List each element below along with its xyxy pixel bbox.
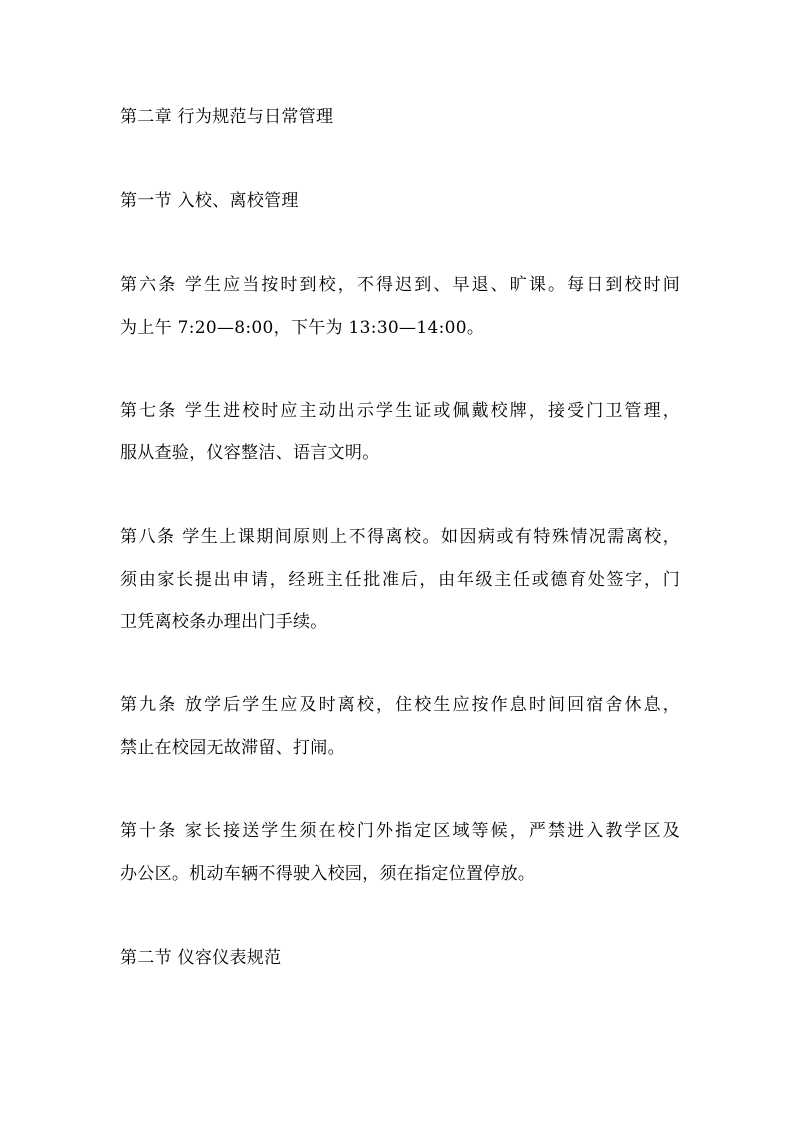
article-10-line-2: 办公区。机动车辆不得驶入校园，须在指定位置停放。	[120, 864, 536, 884]
article-8-line-3: 卫凭离校条办理出门手续。	[120, 612, 328, 632]
article-9-line-1: 第九条 放学后学生应及时离校，住校生应按作息时间回宿舍休息，	[120, 695, 680, 715]
article-6-line-2: 为上午 7:20—8:00，下午为 13:30—14:00。	[120, 318, 485, 338]
article-7-line-2: 服从查验，仪容整洁、语言文明。	[120, 443, 380, 463]
article-8-line-1: 第八条 学生上课期间原则上不得离校。如因病或有特殊情况需离校，	[120, 527, 680, 547]
article-7-line-1: 第七条 学生进校时应主动出示学生证或佩戴校牌，接受门卫管理，	[120, 401, 680, 421]
article-8-line-2: 须由家长提出申请，经班主任批准后，由年级主任或德育处签字，门	[120, 570, 680, 590]
section-heading: 第二节 仪容仪表规范	[120, 948, 282, 968]
article-10-line-1: 第十条 家长接送学生须在校门外指定区域等候，严禁进入教学区及	[120, 821, 680, 841]
article-6-line-1: 第六条 学生应当按时到校，不得迟到、早退、旷课。每日到校时间	[120, 275, 680, 295]
section-heading: 第一节 入校、离校管理	[120, 191, 299, 211]
article-9-line-2: 禁止在校园无故滞留、打闹。	[120, 738, 345, 758]
chapter-heading: 第二章 行为规范与日常管理	[120, 107, 334, 127]
